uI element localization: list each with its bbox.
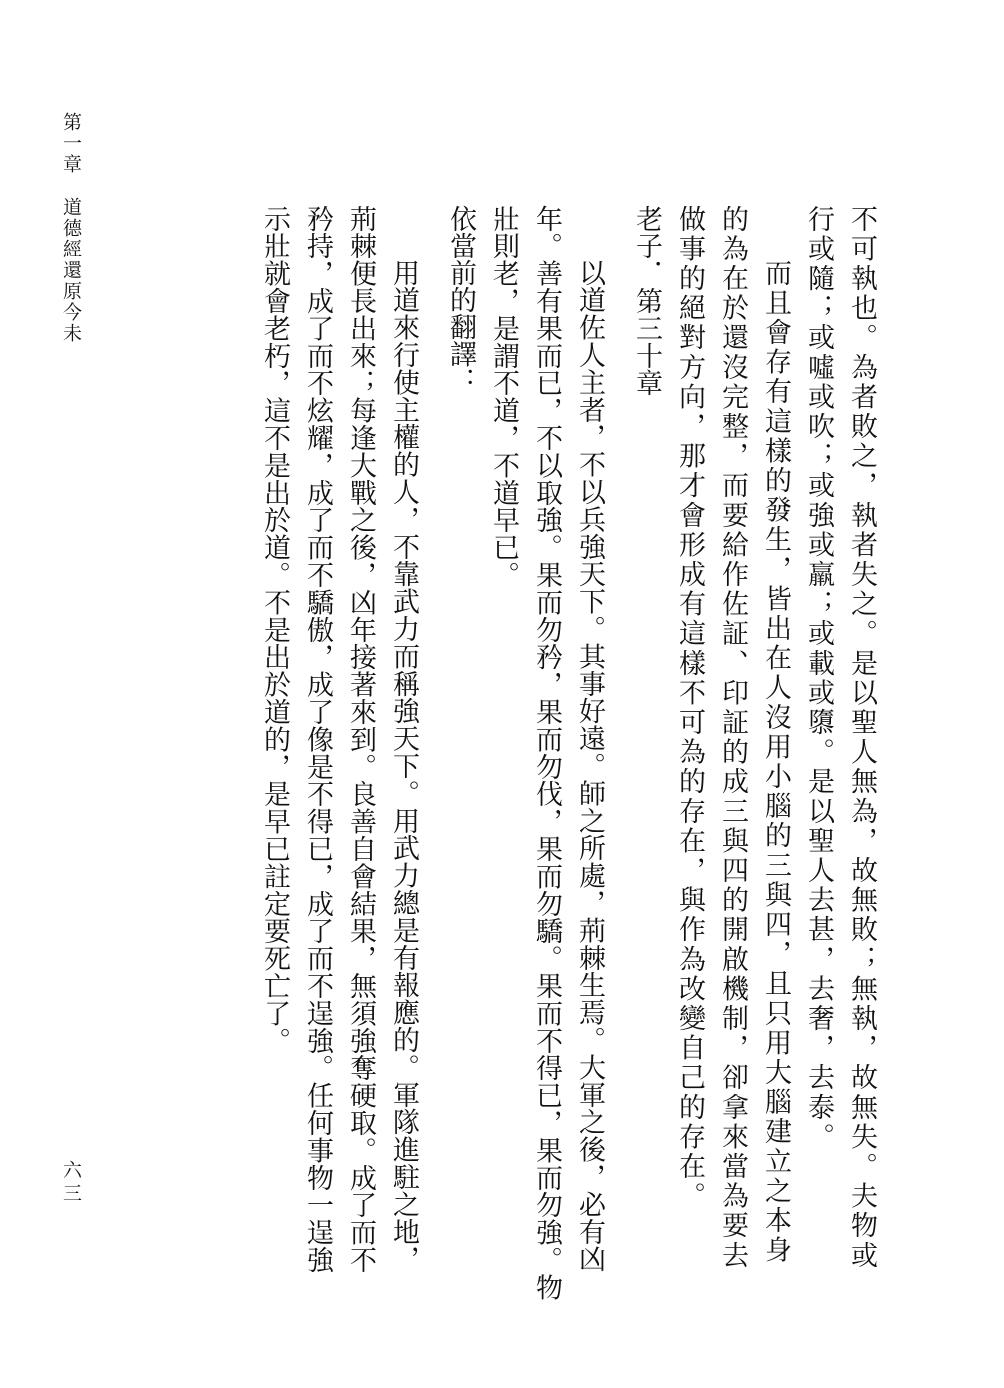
translation-label: 依當前的翻譯： [445,205,476,394]
commentary-line: 的為在於還沒完整，而要給作佐証、印証的成三與四的開啟機制，卻拿來當為要去 [717,205,748,1271]
commentary-line: 而且會存有這樣的發生，皆出在人沒用小腦的三與四，且只用大腦建立之本身 [760,259,791,1266]
header-chapter: 第一章 [60,112,82,175]
translation-line: 荊棘便長出來；每逢大戰之後，凶年接著來到。良善自會結果，無須強奪硬取。成了而不 [345,205,376,1274]
header-book-title: 道德經還原今未 [60,197,82,344]
chapter-line: 以道佐人主者，不以兵強天下。其事好遠。師之所處，荊棘生焉。大軍之後，必有凶 [574,259,605,1273]
page-number: 六三 [60,1160,82,1206]
translation-line: 矜持，成了而不炫耀，成了而不驕傲，成了像是不得已，成了而不逞強。任何事物一逞強 [302,205,333,1274]
main-text [168,205,883,1301]
commentary-line: 做事的絕對方向，那才會形成有這樣不可為的存在，與作為改變自己的存在。 [674,205,705,1212]
translation-line: 示壯就會老朽，這不是出於道。不是出於道的，是早已註定要死亡了。 [259,205,290,1055]
chapter-line: 壯則老，是謂不道，不道早已。 [488,205,519,589]
running-header [58,112,84,344]
quote-line: 不可執也。為者敗之，執者失之。是以聖人無為，故無敗；無執，故無失。夫物或 [846,205,877,1271]
chapter-line: 年。善有果而已，不以取強。果而勿矜，果而勿伐，果而勿驕。果而不得已，果而勿強。物 [531,205,562,1301]
chapter-heading: 老子．第三十章 [631,205,662,397]
quote-line: 行或隨；或噓或吹；或強或羸；或載或隳。是以聖人去甚，去奢，去泰。 [803,205,834,1153]
translation-line: 用道來行使主權的人，不靠武力而稱強天下。用武力總是有報應的。軍隊進駐之地， [388,259,419,1273]
